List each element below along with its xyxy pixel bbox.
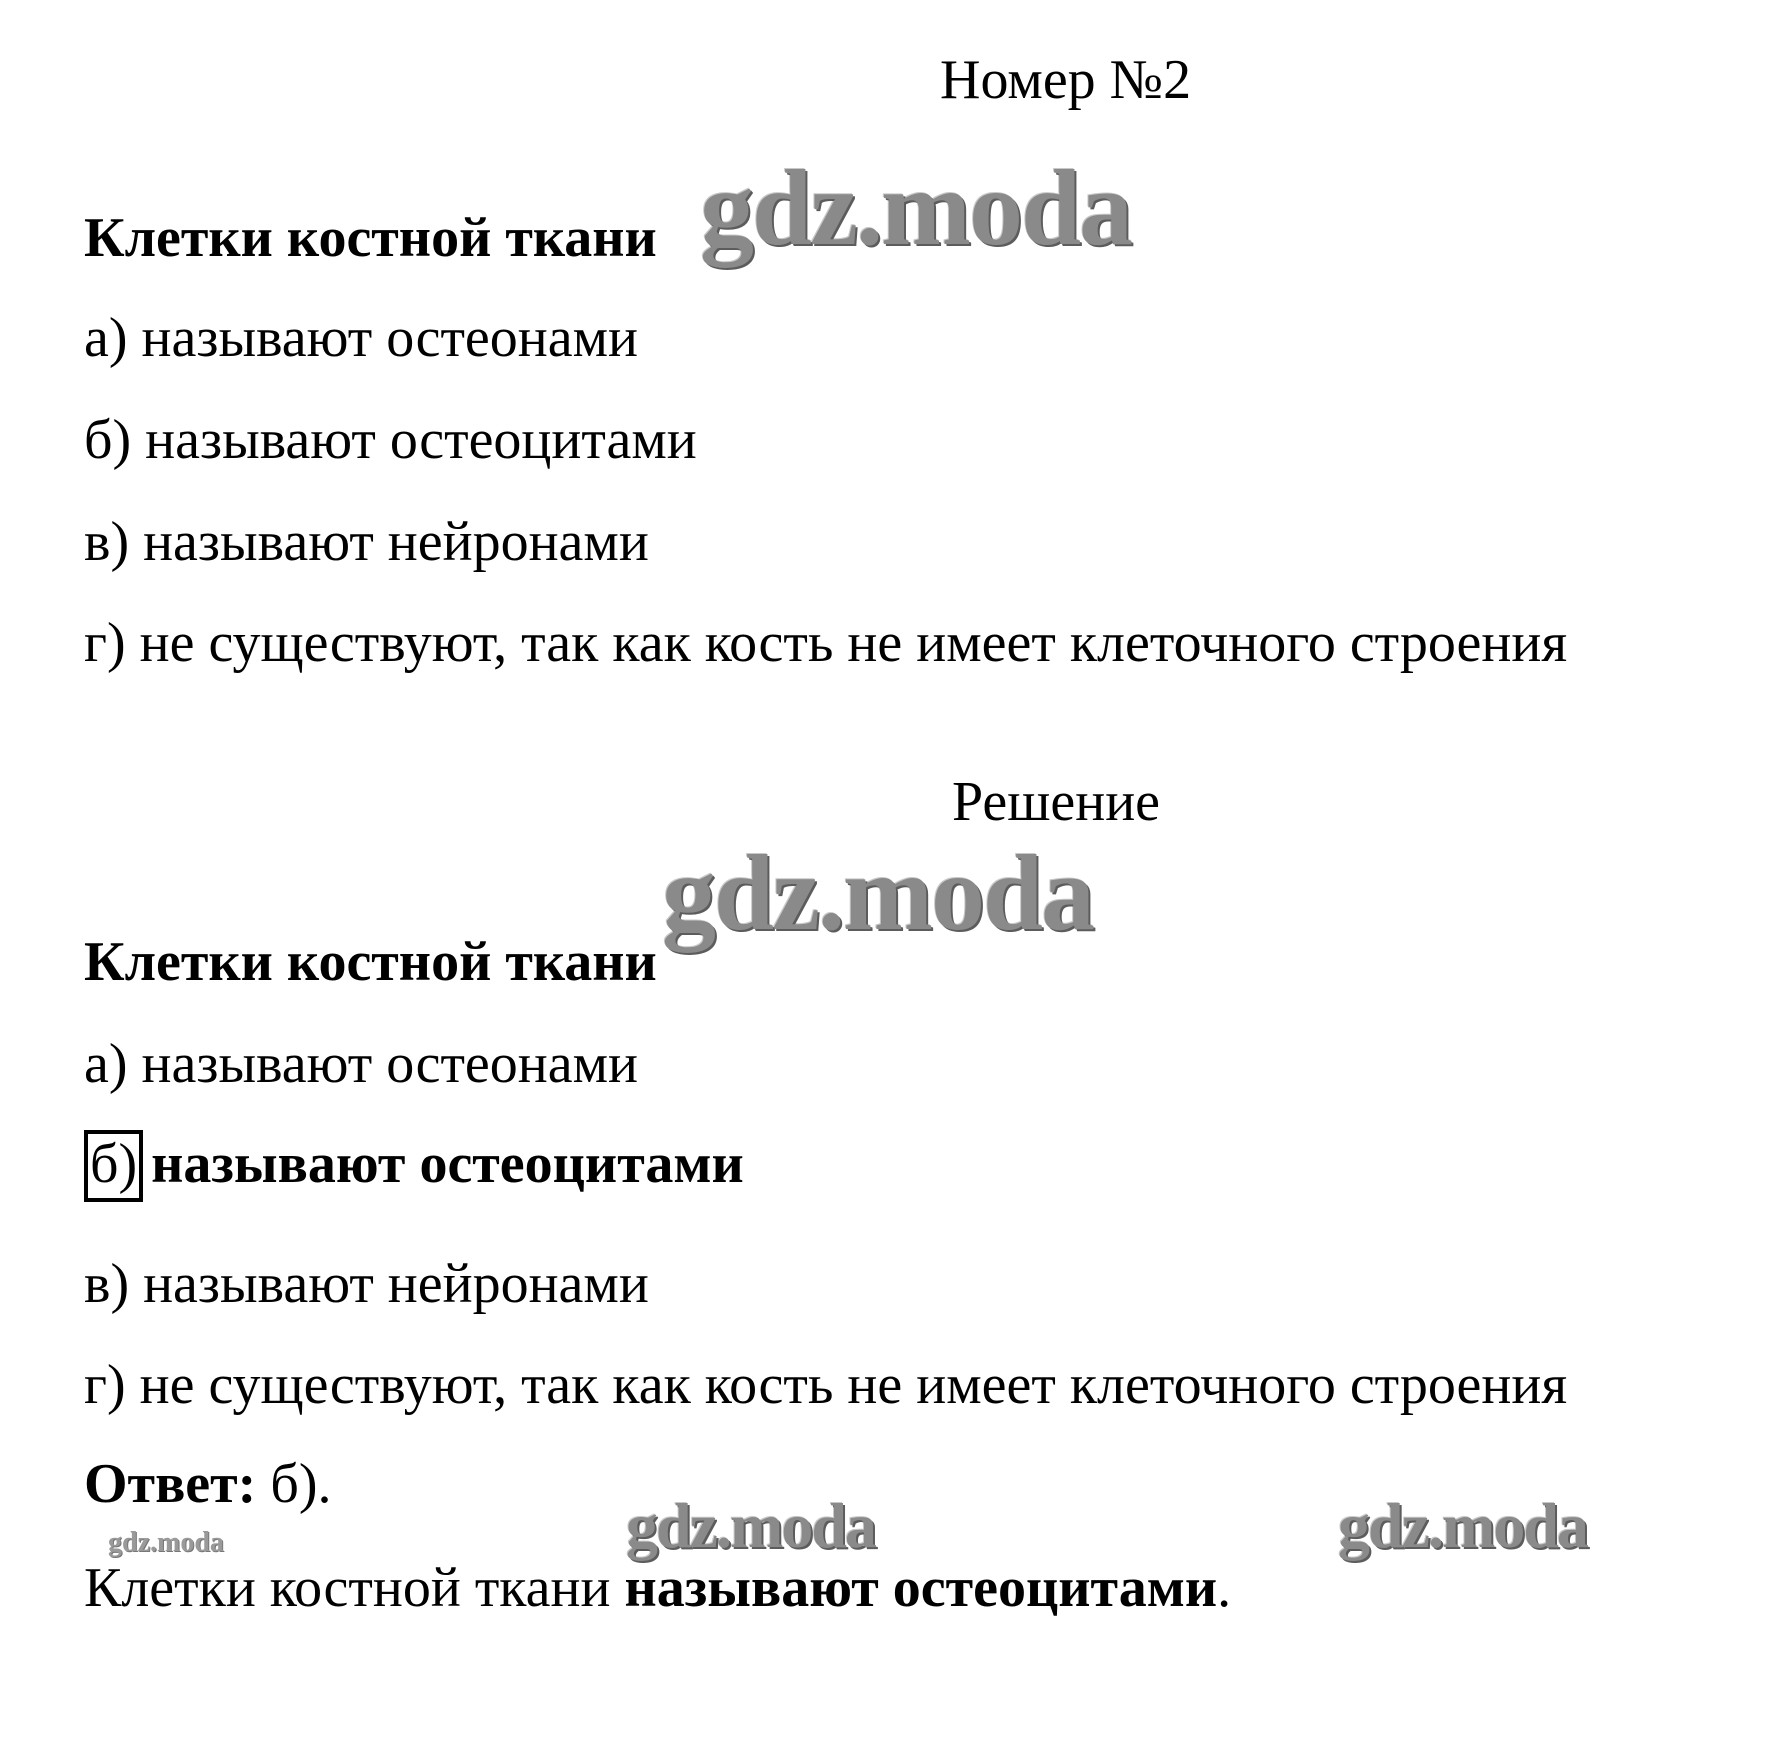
question-option-d: г) не существуют, так как кость не имеет клеточного строения [84,612,1568,674]
question-option-a: а) называют остеонами [84,307,639,369]
watermark-logo: gdz.moda [700,149,1132,268]
conclusion-line [84,1557,1232,1619]
solution-option-a: а) называют остеонами [84,1033,639,1095]
solution-option-b [84,1130,744,1202]
conclusion-bold: называют остеоцитами [624,1557,1218,1619]
page-title: Номер №2 [940,49,1192,111]
question-option-c: в) называют нейронами [84,511,649,573]
solution-option-d: г) не существуют, так как кость не имеет клеточного строения [84,1354,1568,1416]
solution-heading: Решение [952,771,1161,833]
correct-answer-text: называют остеоцитами [151,1133,744,1195]
watermark-logo-small: gdz.moda [108,1527,224,1558]
question-stem: Клетки костной ткани [84,207,657,269]
answer-line [84,1453,332,1515]
watermark-logo: gdz.moda [1338,1490,1587,1561]
answer-label: Ответ: [84,1453,257,1515]
solution-option-c: в) называют нейронами [84,1253,649,1315]
correct-answer-box: б) [84,1130,143,1202]
conclusion-plain: Клетки костной ткани [84,1557,625,1619]
solution-stem: Клетки костной ткани [84,931,657,993]
conclusion-end: . [1217,1557,1232,1619]
answer-value: б). [256,1453,332,1515]
watermark-logo: gdz.moda [662,834,1094,953]
watermark-logo: gdz.moda [626,1490,875,1561]
question-option-b: б) называют остеоцитами [84,409,697,471]
